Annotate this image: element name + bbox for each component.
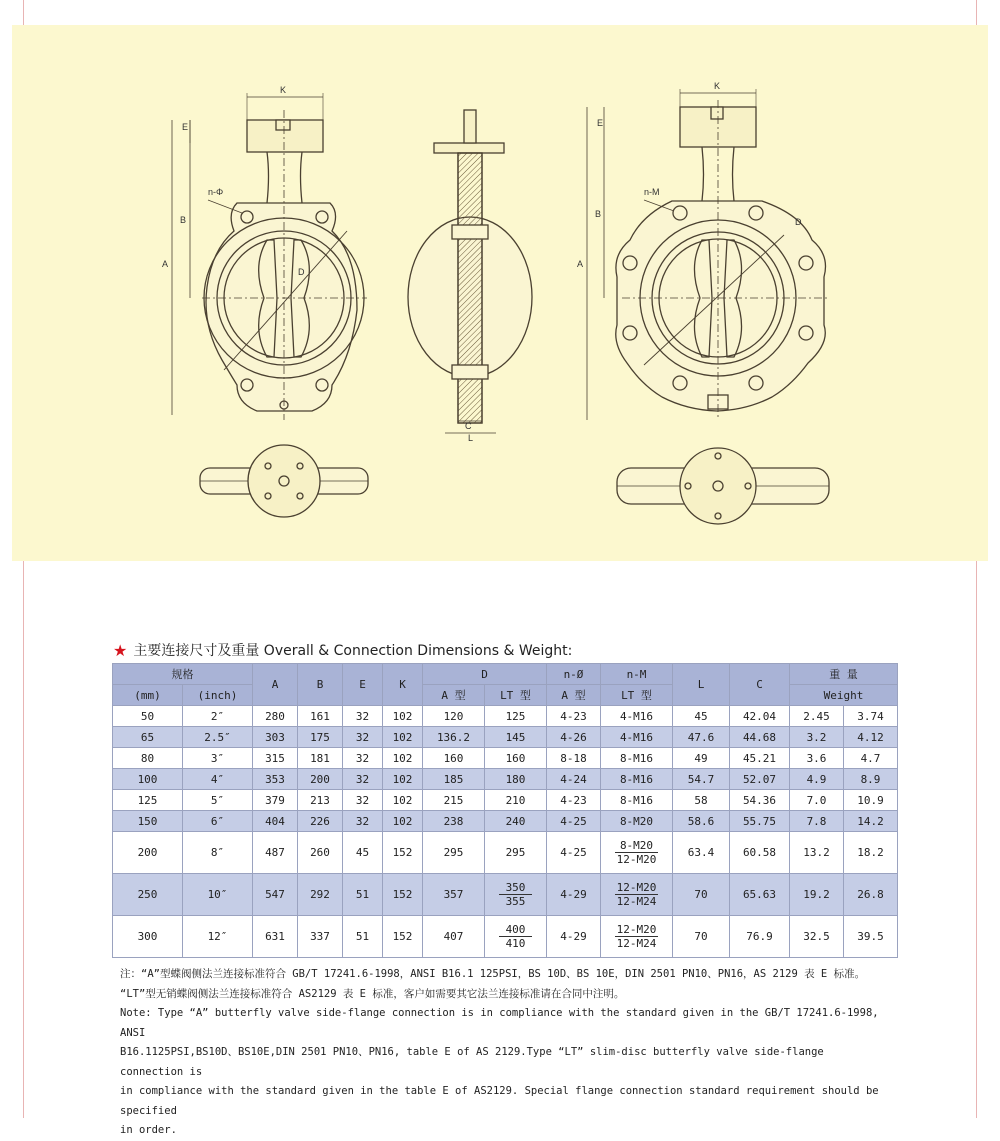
cell-d-a: 357 [423,874,485,916]
cell-c: 42.04 [730,706,790,727]
header-n-phi: n-Ø [547,664,601,685]
cell-mm: 150 [113,811,183,832]
cell-weight-a: 2.45 [790,706,844,727]
cell-weight-lt: 39.5 [844,916,898,958]
cell-n-phi: 4-25 [547,811,601,832]
cell-b: 213 [298,790,343,811]
cell-a: 631 [253,916,298,958]
valve-drawings [12,25,988,561]
cell-c: 44.68 [730,727,790,748]
cell-weight-lt: 4.12 [844,727,898,748]
cell-e: 32 [343,748,383,769]
dim-label-e-lt: E [597,118,604,128]
cell-n-m: 4-M16 [601,706,673,727]
cell-a: 547 [253,874,298,916]
cell-d-lt-bottom: 355 [505,895,526,908]
cell-weight-a: 3.6 [790,748,844,769]
cell-l: 45 [673,706,730,727]
dim-label-n-phi: n-Φ [208,187,224,197]
header-weight-en: Weight [790,685,898,706]
header-n-phi-sub: A 型 [547,685,601,706]
cell-b: 292 [298,874,343,916]
cell-d-lt-top: 400 [499,923,532,937]
cell-e: 32 [343,706,383,727]
cell-inch: 2.5″ [183,727,253,748]
cell-d-a: 120 [423,706,485,727]
cell-inch: 2″ [183,706,253,727]
cell-b: 161 [298,706,343,727]
cell-k: 102 [383,769,423,790]
cell-e: 32 [343,727,383,748]
cell-d-lt [485,874,547,916]
cell-d-lt-top: 350 [499,881,532,895]
cell-c: 55.75 [730,811,790,832]
cell-weight-a: 3.2 [790,727,844,748]
star-icon: ★ [113,640,128,660]
header-d: D [423,664,547,685]
table-row [113,811,898,832]
header-weight-cn: 重 量 [790,664,898,685]
cell-inch: 3″ [183,748,253,769]
cell-e: 32 [343,769,383,790]
notes [120,965,890,1141]
cell-d-a: 407 [423,916,485,958]
cell-c: 65.63 [730,874,790,916]
cell-d-lt: 145 [485,727,547,748]
header-n-m-sub: LT 型 [601,685,673,706]
cell-inch: 5″ [183,790,253,811]
cell-a: 353 [253,769,298,790]
cell-n-phi: 4-25 [547,832,601,874]
dim-label-a-lt: A [577,259,584,269]
cell-e: 51 [343,916,383,958]
dim-label-k-lt: K [714,81,721,91]
cell-l: 70 [673,874,730,916]
note-en-line-2: B16.1125PSI,BS10D、BS10E,DIN 2501 PN10、PN16, table E of AS 2129.Type “LT” slim-disc butterfly valve side-flange connection is [120,1046,824,1078]
cell-d-a: 160 [423,748,485,769]
cell-n-phi: 4-23 [547,790,601,811]
cell-k: 102 [383,790,423,811]
cell-d-lt: 160 [485,748,547,769]
cell-d-lt: 180 [485,769,547,790]
cell-a: 487 [253,832,298,874]
cell-c: 45.21 [730,748,790,769]
cell-weight-lt: 10.9 [844,790,898,811]
cell-weight-a: 32.5 [790,916,844,958]
cell-weight-a: 13.2 [790,832,844,874]
cell-e: 32 [343,811,383,832]
table-row [113,748,898,769]
cell-inch: 6″ [183,811,253,832]
cell-mm: 250 [113,874,183,916]
cell-a: 303 [253,727,298,748]
cell-k: 102 [383,811,423,832]
cell-n-m [601,916,673,958]
dim-label-e: E [182,122,189,132]
cell-e: 45 [343,832,383,874]
cell-n-phi: 4-23 [547,706,601,727]
cell-l: 58 [673,790,730,811]
type-lt-front-view [577,81,827,420]
cell-k: 102 [383,727,423,748]
table-row [113,874,898,916]
dim-label-l: L [468,433,474,443]
cell-n-m [601,874,673,916]
note-en-line-4: in order. [120,1124,177,1136]
cell-d-a: 185 [423,769,485,790]
cell-n-m: 8-M16 [601,769,673,790]
header-d-a: A 型 [423,685,485,706]
note-cn-line-1: 注：“A”型蝶阀侧法兰连接标准符合 GB/T 17241.6-1998，ANSI B16.1 125PSI，BS 10D、BS 10E，DIN 2501 PN10、PN16，AS 2129 表 E 标准。 [120,968,866,980]
cell-inch: 10″ [183,874,253,916]
cell-k: 102 [383,748,423,769]
dim-label-a: A [162,259,169,269]
cell-mm: 100 [113,769,183,790]
header-c: C [730,664,790,706]
technical-drawing-panel [12,25,988,561]
cell-n-m: 8-M16 [601,790,673,811]
dim-label-d-lt: D [795,217,802,227]
cell-b: 181 [298,748,343,769]
cell-weight-a: 7.0 [790,790,844,811]
header-d-lt: LT 型 [485,685,547,706]
cell-k: 152 [383,832,423,874]
cell-c: 54.36 [730,790,790,811]
cell-a: 379 [253,790,298,811]
cell-d-lt [485,916,547,958]
cell-b: 226 [298,811,343,832]
note-en-line-3: in compliance with the standard given in the table E of AS2129. Special flange connection standard requirement should be specified [120,1085,879,1117]
cell-k: 152 [383,916,423,958]
cell-n-m: 8-M20 [601,811,673,832]
cell-n-phi: 4-29 [547,874,601,916]
cell-n-m-bottom: 12-M24 [616,895,657,908]
cell-n-m [601,832,673,874]
cell-l: 54.7 [673,769,730,790]
cell-d-a: 295 [423,832,485,874]
cell-n-m-bottom: 12-M20 [616,853,657,866]
type-a-front-view [162,85,367,420]
cell-d-lt: 240 [485,811,547,832]
cell-weight-lt: 8.9 [844,769,898,790]
cell-c: 76.9 [730,916,790,958]
header-k: K [383,664,423,706]
cell-n-m-top: 8-M20 [615,839,658,853]
cell-mm: 125 [113,790,183,811]
cell-a: 315 [253,748,298,769]
cell-weight-lt: 14.2 [844,811,898,832]
cell-c: 60.58 [730,832,790,874]
cell-mm: 80 [113,748,183,769]
header-spec: 规格 [113,664,253,685]
cell-n-phi: 8-18 [547,748,601,769]
type-a-top-view [200,445,368,517]
cell-n-m-top: 12-M20 [616,881,657,894]
cell-d-a: 238 [423,811,485,832]
dim-label-b-lt: B [595,209,602,219]
cell-d-a: 215 [423,790,485,811]
side-view [408,110,532,443]
table-row [113,832,898,874]
table-row [113,790,898,811]
dim-label-b: B [180,215,187,225]
cell-n-phi: 4-24 [547,769,601,790]
cell-l: 58.6 [673,811,730,832]
header-mm: (mm) [113,685,183,706]
cell-inch: 4″ [183,769,253,790]
header-b: B [298,664,343,706]
cell-mm: 200 [113,832,183,874]
cell-d-lt: 295 [485,832,547,874]
header-inch: (inch) [183,685,253,706]
note-en-line-1: Note: Type “A” butterfly valve side-flange connection is in compliance with the standard given in the GB/T 17241.6-1998, ANSI [120,1007,879,1039]
dim-label-d: D [298,267,305,277]
header-e: E [343,664,383,706]
cell-k: 102 [383,706,423,727]
cell-weight-lt: 26.8 [844,874,898,916]
cell-n-m: 4-M16 [601,727,673,748]
table-row [113,727,898,748]
cell-d-lt-bottom: 410 [505,937,526,950]
section-heading [113,640,572,660]
cell-d-lt: 210 [485,790,547,811]
cell-n-phi: 4-29 [547,916,601,958]
table-row [113,706,898,727]
cell-weight-lt: 18.2 [844,832,898,874]
table-row [113,769,898,790]
header-a: A [253,664,298,706]
cell-b: 260 [298,832,343,874]
cell-e: 32 [343,790,383,811]
cell-b: 337 [298,916,343,958]
cell-b: 175 [298,727,343,748]
cell-mm: 50 [113,706,183,727]
cell-b: 200 [298,769,343,790]
cell-l: 63.4 [673,832,730,874]
cell-weight-lt: 4.7 [844,748,898,769]
cell-k: 152 [383,874,423,916]
cell-n-m: 8-M16 [601,748,673,769]
cell-weight-lt: 3.74 [844,706,898,727]
cell-mm: 300 [113,916,183,958]
cell-weight-a: 7.8 [790,811,844,832]
cell-c: 52.07 [730,769,790,790]
header-n-m: n-M [601,664,673,685]
cell-d-a: 136.2 [423,727,485,748]
cell-mm: 65 [113,727,183,748]
header-l: L [673,664,730,706]
cell-inch: 8″ [183,832,253,874]
dimensions-table [112,663,898,958]
cell-n-m-top: 12-M20 [616,923,657,936]
note-cn-line-2: “LT”型无销蝶阀侧法兰连接标准符合 AS2129 表 E 标准，客户如需要其它法兰连接标准请在合同中注明。 [120,987,625,1000]
dim-label-c: C [465,421,472,431]
cell-a: 280 [253,706,298,727]
dim-label-n-m: n-M [644,187,660,197]
cell-l: 49 [673,748,730,769]
cell-e: 51 [343,874,383,916]
cell-l: 47.6 [673,727,730,748]
cell-weight-a: 4.9 [790,769,844,790]
table-row [113,916,898,958]
cell-inch: 12″ [183,916,253,958]
section-heading-text: 主要连接尺寸及重量 Overall & Connection Dimensions & Weight: [133,643,573,659]
cell-n-m-bottom: 12-M24 [616,937,657,950]
cell-d-lt: 125 [485,706,547,727]
type-lt-top-view [617,448,829,524]
cell-l: 70 [673,916,730,958]
dim-label-k: K [280,85,287,95]
cell-a: 404 [253,811,298,832]
cell-weight-a: 19.2 [790,874,844,916]
cell-n-phi: 4-26 [547,727,601,748]
